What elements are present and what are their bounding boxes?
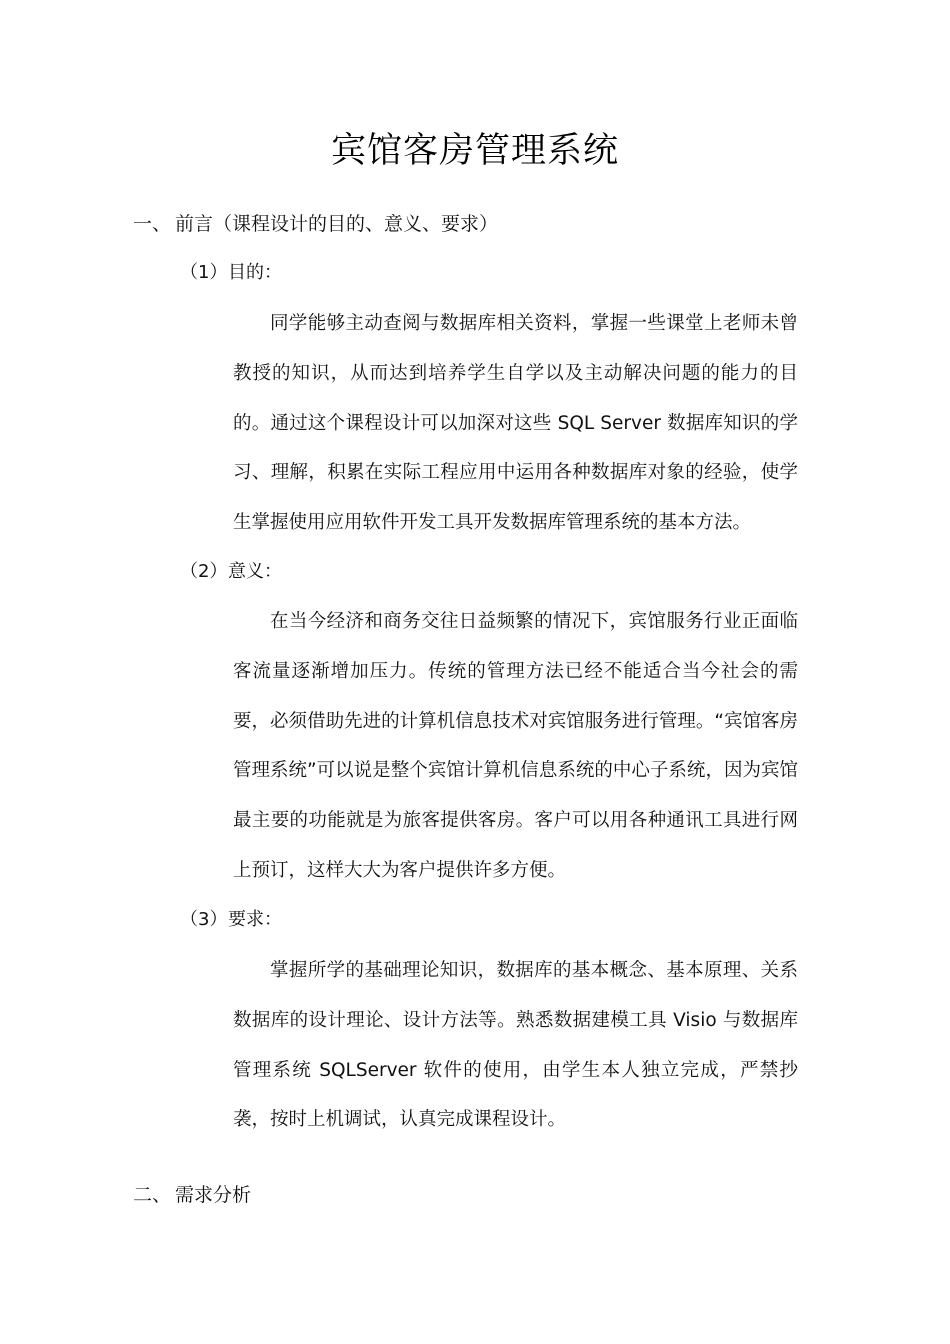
subsection-label: 要求： [228, 909, 282, 930]
section-heading-text: 需求分析 [175, 1184, 252, 1206]
paragraph-requirements: 掌握所学的基础理论知识，数据库的基本概念、基本原理、关系数据库的设计理论、设计方法等。熟悉数据建模工具 Visio 与数据库管理系统 SQLServer 软件的使用，由学生本人独立完成，严禁抄袭，按时上机调试，认真完成课程设计。 [233, 960, 798, 1131]
subsection-label: 目的： [228, 262, 282, 283]
section-number: 一、 [133, 213, 172, 235]
section-heading-2 [133, 1181, 251, 1209]
subsection-heading-purpose [180, 259, 282, 287]
section-heading-text: 前言（课程设计的目的、意义、要求） [175, 213, 499, 235]
subsection-heading-significance [180, 558, 282, 586]
subsection-number: （3） [180, 909, 228, 930]
document-title: 宾馆客房管理系统 [330, 131, 619, 171]
subsection-heading-requirements [180, 906, 282, 934]
section-number: 二、 [133, 1184, 172, 1206]
section-heading-1 [133, 210, 498, 238]
paragraph-purpose: 同学能够主动查阅与数据库相关资料，掌握一些课堂上老师未曾教授的知识，从而达到培养学生自学以及主动解决问题的能力的目的。通过这个课程设计可以加深对这些 SQL Server 数据库知识的学习、理解，积累在实际工程应用中运用各种数据库对象的经验，使学生掌握使用应用软件开发工具开发数据库管理系统的基本方法。 [233, 313, 798, 534]
paragraph-significance: 在当今经济和商务交往日益频繁的情况下，宾馆服务行业正面临客流量逐渐增加压力。传统的管理方法已经不能适合当今社会的需要，必须借助先进的计算机信息技术对宾馆服务进行管理。“宾馆客房管理系统”可以说是整个宾馆计算机信息系统的中心子系统，因为宾馆最主要的功能就是为旅客提供客房。客户可以用各种通讯工具进行网上预订，这样大大为客户提供许多方便。 [233, 611, 798, 881]
subsection-label: 意义： [228, 561, 282, 582]
subsection-number: （2） [180, 561, 228, 582]
subsection-number: （1） [180, 262, 228, 283]
